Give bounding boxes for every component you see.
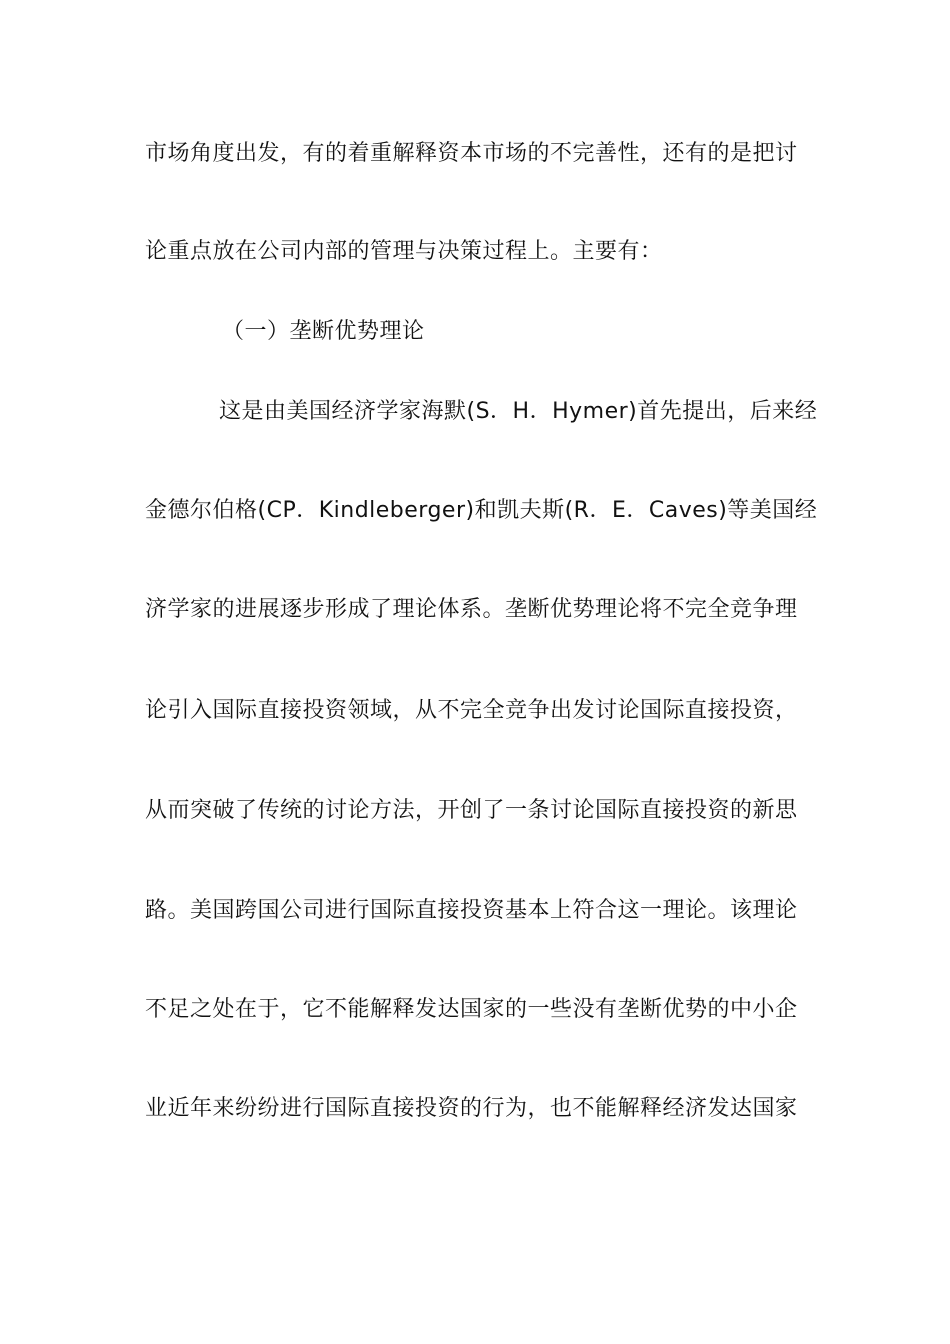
section-heading: （一）垄断优势理论 — [222, 319, 425, 344]
body-text-line: 业近年来纷纷进行国际直接投资的行为，也不能解释经济发达国家 — [145, 1096, 798, 1121]
body-text-line: 济学家的进展逐步形成了理论体系。垄断优势理论将不完全竞争理 — [145, 597, 798, 622]
body-text-line: 不足之处在于，它不能解释发达国家的一些没有垄断优势的中小企 — [145, 997, 798, 1022]
body-text-line: 从而突破了传统的讨论方法，开创了一条讨论国际直接投资的新思 — [145, 798, 798, 823]
body-text-line: 论重点放在公司内部的管理与决策过程上。主要有： — [145, 239, 663, 264]
body-text-line: 金德尔伯格(CP．Kindleberger)和凯夫斯(R．E．Caves)等美国经 — [145, 498, 818, 523]
body-text-line: 路。美国跨国公司进行国际直接投资基本上符合这一理论。该理论 — [145, 898, 798, 923]
body-text-line: 市场角度出发，有的着重解释资本市场的不完善性，还有的是把讨 — [145, 141, 798, 166]
body-text-line: 论引入国际直接投资领域，从不完全竞争出发讨论国际直接投资， — [145, 698, 798, 723]
paragraph-first-line: 这是由美国经济学家海默(S．H．Hymer)首先提出，后来经 — [219, 399, 818, 424]
